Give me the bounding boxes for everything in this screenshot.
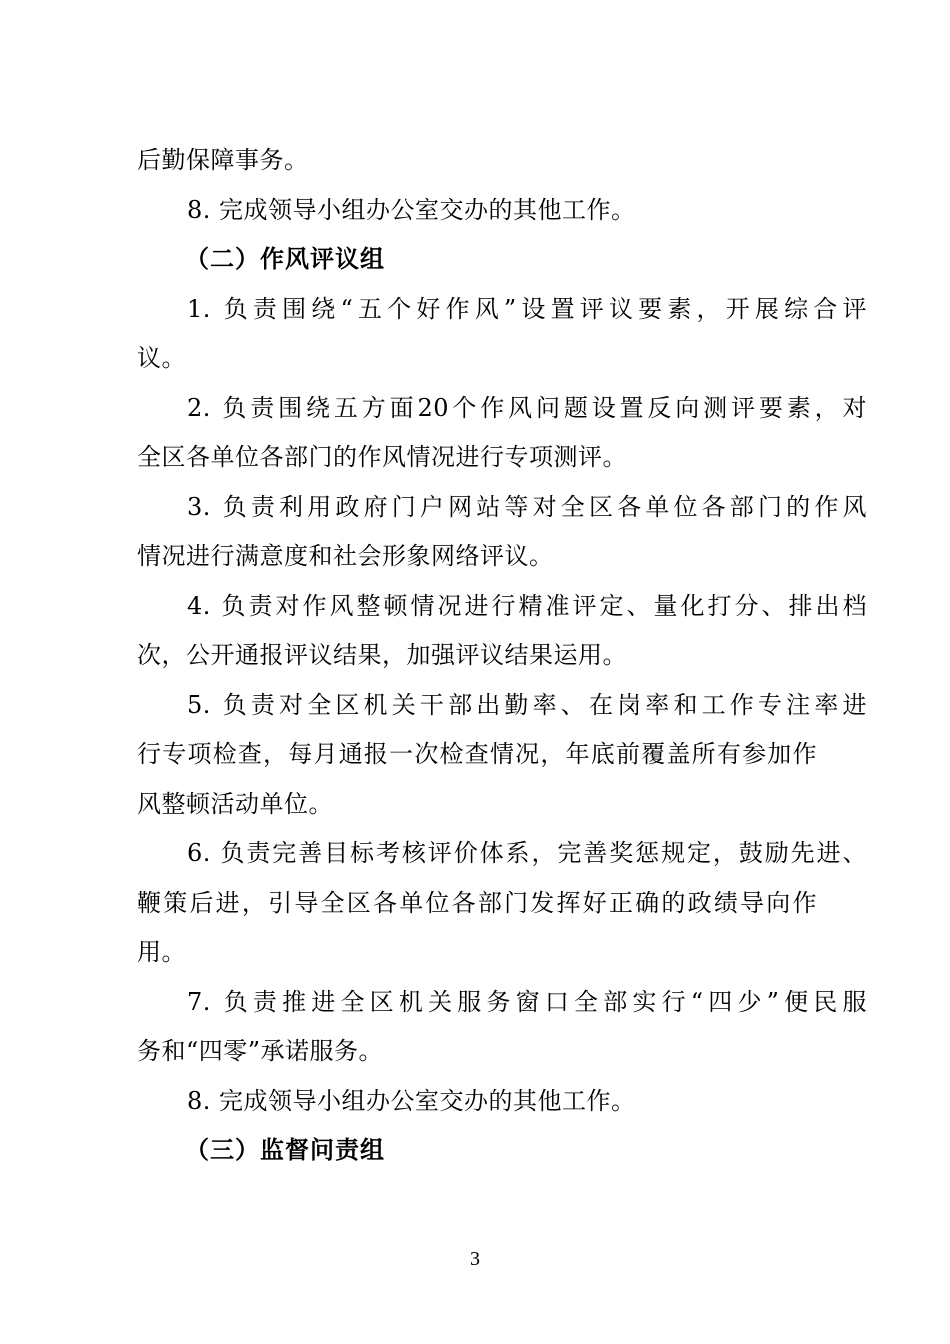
list-item: 7. 负责推进全区机关服务窗口全部实行“四少”便民服 [187,987,867,1016]
list-item: 1. 负责围绕“五个好作风”设置评议要素，开展综合评 [187,294,867,323]
text-line: 行专项检查，每月通报一次检查情况，年底前覆盖所有参加作 [137,740,817,768]
text-line: 后勤保障事务。 [137,146,309,174]
text-line: 全区各单位各部门的作风情况进行专项测评。 [137,443,627,471]
text-line: 风整顿活动单位。 [137,789,333,818]
text-line: 情况进行满意度和社会形象网络评议。 [137,542,554,570]
list-item: 4. 负责对作风整顿情况进行精准评定、量化打分、排出档 [187,591,867,620]
list-item: 3. 负责利用政府门户网站等对全区各单位各部门的作风 [187,492,867,521]
list-item: 8. 完成领导小组办公室交办的其他工作。 [187,195,636,224]
document-body [137,136,867,1176]
text-line: 议。 [137,344,186,372]
text-line: 务和“四零”承诺服务。 [137,1037,384,1065]
section-heading: （二）作风评议组 [185,245,385,273]
list-item: 5. 负责对全区机关干部出勤率、在岗率和工作专注率进 [187,690,867,719]
text-line: 用。 [137,938,186,966]
text-line: 次，公开通报评议结果，加强评议结果运用。 [137,641,627,669]
section-heading: （三）监督问责组 [185,1136,385,1164]
text-line: 鞭策后进，引导全区各单位各部门发挥好正确的政绩导向作 [137,888,817,917]
list-item: 8. 完成领导小组办公室交办的其他工作。 [187,1086,636,1115]
list-item: 6. 负责完善目标考核评价体系，完善奖惩规定，鼓励先进、 [187,839,867,867]
page-number: 3 [470,1248,480,1270]
list-item: 2. 负责围绕五方面20个作风问题设置反向测评要素，对 [187,393,867,422]
